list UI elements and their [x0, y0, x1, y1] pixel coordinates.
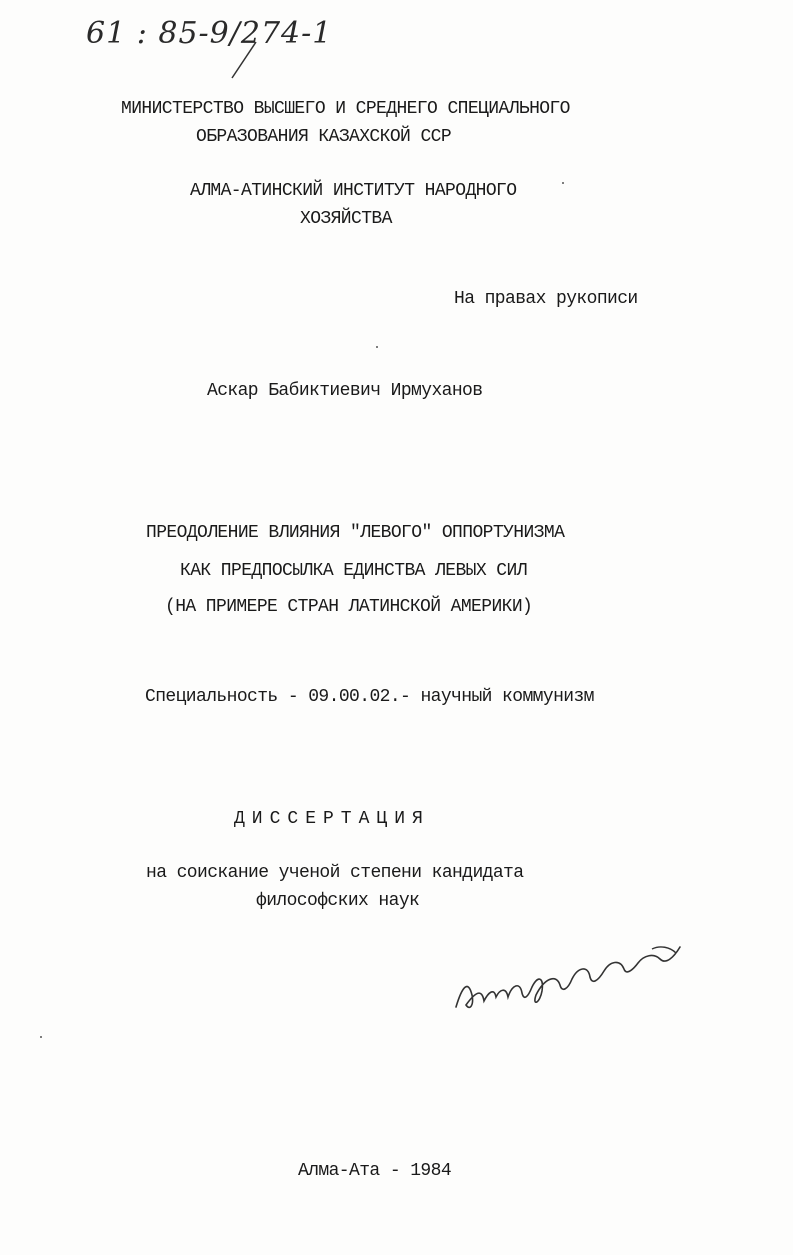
- institute-line-2: ХОЗЯЙСТВА: [300, 209, 392, 229]
- speck: [40, 1036, 42, 1038]
- specialty: Специальность - 09.00.02.- научный коммунизм: [145, 687, 594, 707]
- author-name: Аскар Бабиктиевич Ирмуханов: [207, 381, 483, 401]
- title-line-1: ПРЕОДОЛЕНИЕ ВЛИЯНИЯ "ЛЕВОГО" ОППОРТУНИЗМА: [146, 523, 565, 543]
- title-line-2: КАК ПРЕДПОСЫЛКА ЕДИНСТВА ЛЕВЫХ СИЛ: [180, 561, 527, 581]
- title-line-3: (НА ПРИМЕРЕ СТРАН ЛАТИНСКОЙ АМЕРИКИ): [165, 597, 533, 617]
- degree-line-2: философских наук: [256, 891, 420, 911]
- signature: [448, 935, 688, 1025]
- manuscript-rights: На правах рукописи: [454, 289, 638, 309]
- institute-line-1: АЛМА-АТИНСКИЙ ИНСТИТУТ НАРОДНОГО: [190, 181, 517, 201]
- archive-mark: 61 : 85-9/274-1: [86, 16, 333, 51]
- ministry-line-2: ОБРАЗОВАНИЯ КАЗАХСКОЙ ССР: [196, 127, 452, 147]
- document-type: ДИССЕРТАЦИЯ: [234, 809, 430, 829]
- ministry-line-1: МИНИСТЕРСТВО ВЫСШЕГО И СРЕДНЕГО СПЕЦИАЛЬНОГО: [121, 99, 570, 119]
- degree-line-1: на соискание ученой степени кандидата: [146, 863, 524, 883]
- place-and-year: Алма-Ата - 1984: [298, 1161, 452, 1181]
- speck: [376, 346, 378, 348]
- archive-mark-slash: [226, 40, 266, 80]
- speck: [562, 182, 564, 184]
